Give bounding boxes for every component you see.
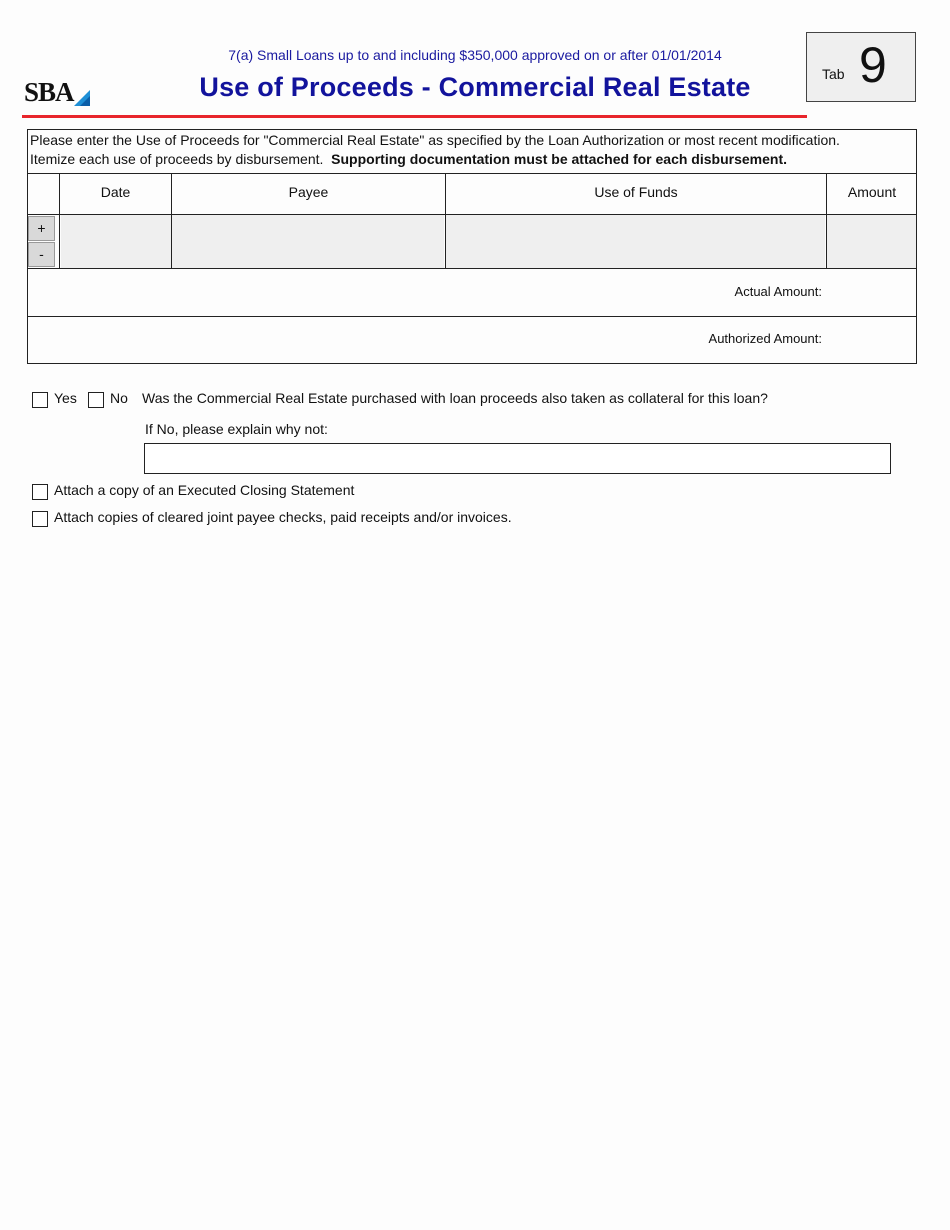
divider [27, 173, 917, 174]
form-subtitle: 7(a) Small Loans up to and including $350,000 approved on or after 01/01/2014 [228, 47, 722, 63]
yes-checkbox[interactable] [32, 392, 48, 408]
yes-label: Yes [54, 390, 77, 406]
column-header-use-of-funds: Use of Funds [594, 184, 678, 200]
header-rule [22, 115, 807, 118]
amount-field[interactable] [827, 215, 916, 268]
instructions-line-2 [30, 150, 910, 169]
instructions-bold: Supporting documentation must be attached for each disbursement. [331, 151, 787, 167]
actual-amount-label: Actual Amount: [734, 284, 822, 299]
divider [27, 316, 917, 317]
closing-statement-checkbox[interactable] [32, 484, 48, 500]
collateral-question: Was the Commercial Real Estate purchased with loan proceeds also taken as collateral for this loan? [142, 390, 768, 406]
date-field[interactable] [61, 215, 171, 268]
sba-logo [24, 77, 94, 108]
add-row-button[interactable]: + [28, 216, 55, 241]
instructions-line-1: Please enter the Use of Proceeds for "Commercial Real Estate" as specified by the Loan Authorization or most recent modification. [30, 132, 840, 148]
page-title: Use of Proceeds - Commercial Real Estate [199, 72, 751, 102]
use-of-funds-field[interactable] [446, 215, 825, 268]
tab-indicator [806, 32, 916, 102]
column-header-date: Date [100, 184, 131, 200]
column-header-payee: Payee [288, 184, 329, 200]
tab-label: Tab [822, 66, 845, 82]
logo-triangle-icon [24, 80, 94, 108]
no-checkbox[interactable] [88, 392, 104, 408]
explain-label: If No, please explain why not: [145, 421, 328, 437]
instructions-plain: Itemize each use of proceeds by disbursement. [30, 151, 324, 167]
divider [27, 268, 917, 269]
closing-statement-label: Attach a copy of an Executed Closing Statement [54, 482, 355, 498]
explain-why-not-input[interactable] [144, 443, 891, 474]
no-label: No [110, 390, 128, 406]
payee-field[interactable] [172, 215, 444, 268]
payee-checks-checkbox[interactable] [32, 511, 48, 527]
column-header-amount: Amount [847, 184, 897, 200]
tab-number: 9 [859, 37, 887, 93]
authorized-amount-label: Authorized Amount: [708, 331, 822, 346]
logo-text: SBA [24, 77, 74, 107]
instructions [30, 131, 910, 169]
remove-row-button[interactable]: - [28, 242, 55, 267]
payee-checks-label: Attach copies of cleared joint payee checks, paid receipts and/or invoices. [54, 509, 512, 525]
